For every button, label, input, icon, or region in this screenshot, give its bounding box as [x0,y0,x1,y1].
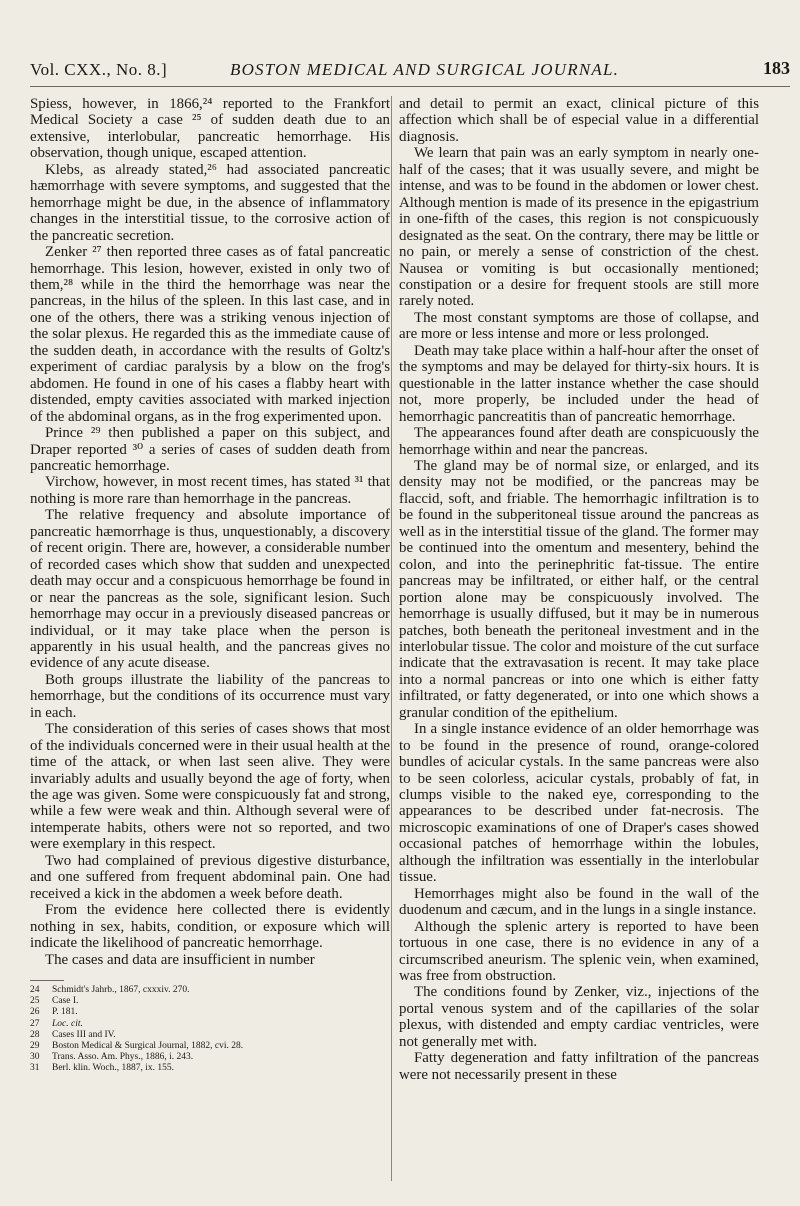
paragraph: Two had complained of previous digestive disturbance, and one suffered from frequent abdominal pain. One had received a kick in the abdomen a week before death. [30,852,390,902]
page-number: 183 [763,58,790,78]
left-column [30,96,390,1075]
paragraph: Prince ²⁹ then published a paper on this subject, and Draper reported ³⁰ a series of cases of sudden death from pancreatic hemorrhage. [30,425,390,474]
footnote [30,1030,390,1041]
paragraph: In a single instance evidence of an older hemorrhage was to be found in the presence of round, orange-colored bundles of acicular cystals. In the same pancreas were also to be seen colorless, acicular cystals, probably of fat, in clumps visible to the naked eye, corresponding to the appearances to be described under fat-necrosis. The microscopic examinations of one of Draper's cases showed occasional patches of hemorrhage within the lobules, although the infiltration was essentially in the interlobular tissue. [399,721,759,886]
footnote [30,1052,390,1063]
paragraph: and detail to permit an exact, clinical picture of this affection which shall be of especial value in a differential diagnosis. [399,96,759,145]
footnote-text: Boston Medical & Surgical Journal, 1882, cvi. 28. [52,1041,244,1052]
paragraph: Both groups illustrate the liability of the pancreas to hemorrhage, but the conditions of its occurrence must vary in each. [30,671,390,721]
footnote-number: 25 [30,996,40,1007]
paragraph: Although the splenic artery is reported to have been tortuous in one case, there is no evidence in any of a circumscribed aneurism. The splenic vein, when examined, was free from obstruction. [399,918,759,985]
footnotes [30,985,390,1075]
paragraph: We learn that pain was an early symptom in nearly one-half of the cases; that it was usually severe, and might be intense, and was to be found in the abdomen or lower chest. Although mention is made of its presence in the epigastrium in one-fifth of the cases, this region is not conspicuously designated as the seat. On the contrary, there may be little or no pain, or merely a sense of constriction of the chest. Nausea or vomiting is but occasionally mentioned; constipation or a desire for frequent stools are still more rarely noted. [399,145,759,310]
paragraph: Spiess, however, in 1866,²⁴ reported to the Frankfort Medical Society a case ²⁵ of sudden death due to an extensive, interlobular, pancreatic hemorrhage. His observation, though unique, escaped attention. [30,96,390,162]
footnote-text: Berl. klin. Woch., 1887, ix. 155. [52,1063,175,1074]
footnote-text: Trans. Asso. Am. Phys., 1886, i. 243. [52,1052,194,1063]
footnote-text: Cases III and IV. [52,1029,116,1040]
column-divider [391,96,392,1181]
footnote-number: 31 [30,1063,40,1074]
volume-number: Vol. CXX., No. 8.] [30,60,168,79]
footnote [30,1019,390,1030]
paragraph: Death may take place within a half-hour after the onset of the symptoms and may be delayed for thirty-six hours. It is questionable in the latter instance whether the case should not, more properly, be included under the head of hemorrhagic pancreatitis than of pancreatic hemorrhage. [399,342,759,425]
footnote [30,996,390,1007]
paragraph: From the evidence here collected there is evidently nothing in sex, habits, condition, or exposure which will indicate the likelihood of pancreatic hemorrhage. [30,902,390,952]
paragraph: The conditions found by Zenker, viz., injections of the portal venous system and of the capillaries of the solar plexus, with distended and empty cardiac ventricles, were not generally met with. [399,984,759,1050]
footnote [30,1041,390,1052]
footnote [30,1063,390,1074]
footnote-text: P. 181. [52,1007,78,1018]
paragraph: Klebs, as already stated,²⁶ had associated pancreatic hæmorrhage with severe symptoms, and suggested that the hemorrhage might be due, in the absence of inflammatory changes in the interstitial tissue, to the corrosive action of the pancreatic secretion. [30,161,390,244]
footnote-number: 27 [30,1018,40,1029]
footnote-text: Loc. cit. [52,1018,83,1029]
footnote-rule [30,980,64,981]
paragraph: Hemorrhages might also be found in the wall of the duodenum and cæcum, and in the lungs in a single instance. [399,885,759,919]
footnote-number: 26 [30,1007,40,1018]
footnote [30,1007,390,1018]
footnote-text: Schmidt's Jahrb., 1867, cxxxiv. 270. [52,985,190,996]
paragraph: Virchow, however, in most recent times, has stated ³¹ that nothing is more rare than hemorrhage in the pancreas. [30,474,390,507]
paragraph: The consideration of this series of cases shows that most of the individuals concerned were in their usual health at the time of the attack, or when last seen alive. They were invariably adults and usually beyond the age of forty, when the age was given. Some were conspicuously fat and strong, while a few were weak and thin. Although several were of intemperate habits, others were not so reported, and two were exemplary in this respect. [30,721,390,853]
paragraph: Fatty degeneration and fatty infiltration of the pancreas were not necessarily present in these [399,1050,759,1083]
footnote-text: Case I. [52,996,79,1007]
right-column [399,96,759,1083]
paragraph: The appearances found after death are conspicuously the hemorrhage within and near the pancreas. [399,425,759,458]
footnote-number: 29 [30,1041,40,1052]
footnote-number: 30 [30,1052,40,1063]
journal-title: BOSTON MEDICAL AND SURGICAL JOURNAL. [230,60,620,79]
header-rule [30,86,790,87]
footnote-number: 24 [30,985,40,996]
footnote [30,985,390,996]
paragraph: The most constant symptoms are those of collapse, and are more or less intense and more or less prolonged. [399,309,759,343]
footnote-number: 28 [30,1029,40,1040]
paragraph: The cases and data are insufficient in number [45,951,315,968]
paragraph: Zenker ²⁷ then reported three cases as of fatal pancreatic hemorrhage. This lesion, however, existed in only two of them,²⁸ while in the third the hemorrhage was near the pancreas, in the hilus of the spleen. In this last case, and in one of the others, there was a striking venous injection of the solar plexus. He regarded this as the immediate cause of the sudden death, in accordance with the results of Goltz's experiment of cardiac paralysis by a blow on the frog's abdomen. He found in one of his cases a flabby heart with distended, empty cavities associated with marked injection of the abdominal organs, as in the frog experimented upon. [30,244,390,425]
running-header [30,58,790,88]
paragraph: The gland may be of normal size, or enlarged, and its density may not be modified, or the pancreas may be flaccid, soft, and friable. The hemorrhagic infiltration is to be found in the subperitoneal tissue around the pancreas as well as in the interstitial tissue of the gland. The former may be continued into the omentum and mesentery, behind the colon, and into the perinephritic fat-tissue. The entire pancreas may be infiltrated, or either half, or the central portion alone may be conspicuously involved. The hemorrhage is usually diffused, but it may be in numerous patches, both beneath the peritoneal investment and in the interlobular tissue. The color and moisture of the cut surface indicate that the extravasation is recent. It may take place into a normal pancreas or into one which is either fatty infiltrated, or fatty degenerated, or into one which shows a granular condition of the epithelium. [399,457,759,721]
paragraph: The relative frequency and absolute importance of pancreatic hæmorrhage is thus, unquestionably, a discovery of recent origin. There are, however, a considerable number of recorded cases which show that sudden and unexpected death may occur and a conspicuous hemorrhage be found in or near the pancreas as the sole, significant lesion. Such hemorrhage may occur in a previously diseased pancreas or individual, or it may take place when the person is apparently in his usual health, and the pancreas gives no evidence of any acute disease. [30,507,390,672]
